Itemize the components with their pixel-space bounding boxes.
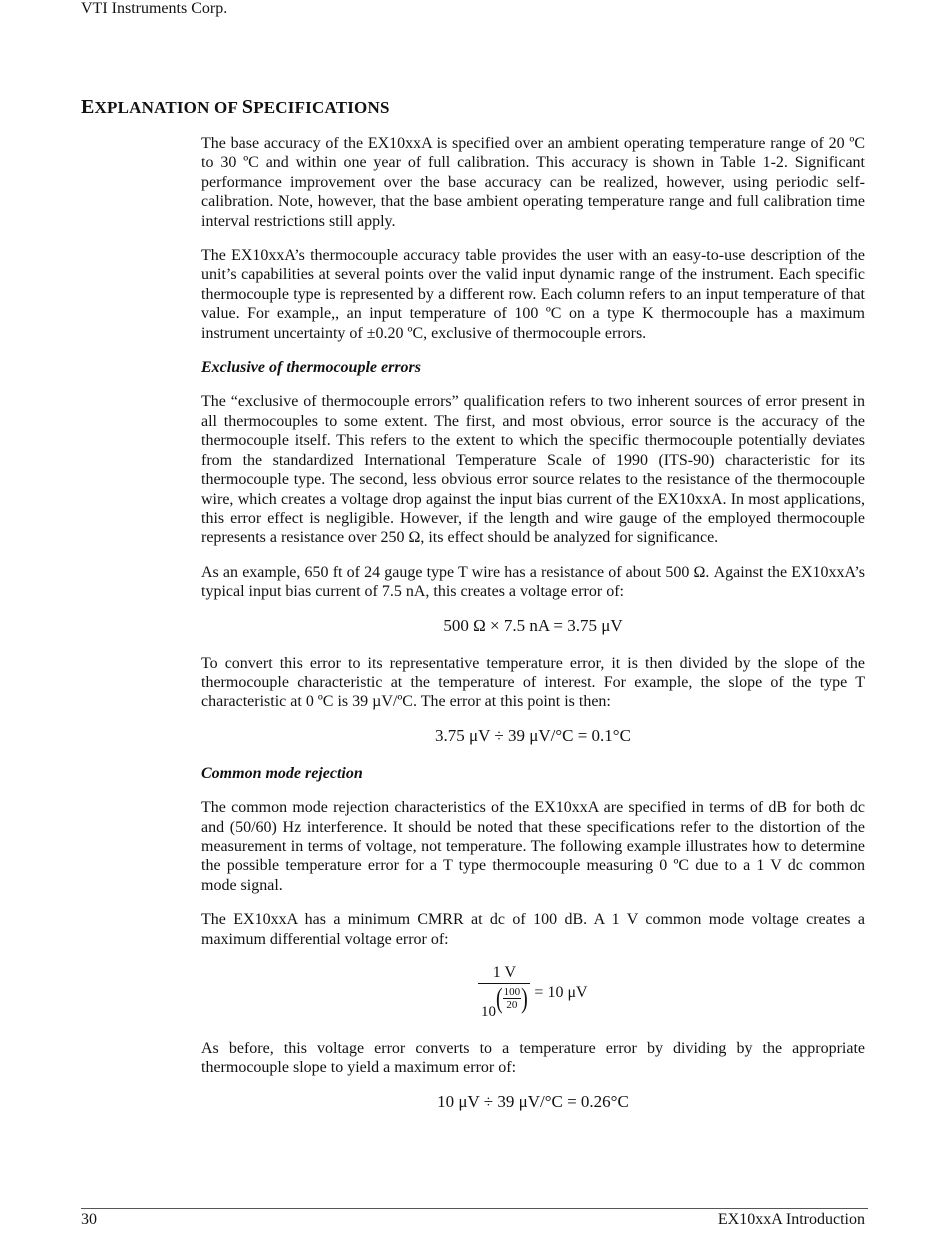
equation-result: = 10 μV [534, 983, 588, 1001]
heading-exclusive-errors: Exclusive of thermocouple errors [201, 359, 421, 377]
exponent-fraction [503, 986, 522, 1011]
paren-right: ) [521, 983, 528, 1014]
equation-temperature-error: 3.75 μV ÷ 39 μV/°C = 0.1°C [435, 725, 631, 745]
section-title [81, 96, 390, 119]
exponent-denominator: 20 [506, 999, 518, 1011]
exponent-numerator: 100 [503, 986, 521, 998]
paragraph-exclusive-errors: The “exclusive of thermocouple errors” qualification refers to two inherent sources of error present in all thermocouples to some extent. The first, and most obvious, error source is the accuracy of the thermocouple itself. This refers to the extent to which the specific thermocouple potentially deviates from the standardized International Temperature Scale of 1990 (ITS-90) characteristic for its thermocouple type. The second, less obvious error source relates to the resistance of the thermocouple wire, which creates a voltage drop against the input bias current of the EX10xxA. In most applications, this error effect is negligible. However, if the length and wire gauge of the employed thermocouple represents a resistance over 250 Ω, its effect should be analyzed for significance. [201, 393, 865, 547]
footer-divider [81, 1208, 868, 1209]
paragraph-base-accuracy: The base accuracy of the EX10xxA is specified over an ambient operating temperature range of 20 ºC to 30 ºC and within one year of full calibration. This accuracy is shown in Table 1-2. Significant performance improvement over the base accuracy can be realized, however, using periodic self-calibration. Note, however, that the base ambient operating temperature range and full calibration time interval restrictions still apply. [201, 135, 865, 230]
company-header: VTI Instruments Corp. [81, 0, 228, 17]
body-content [201, 134, 865, 1130]
heading-common-mode: Common mode rejection [201, 764, 363, 782]
power-exponent [496, 983, 528, 1014]
equation-voltage-error: 500 Ω × 7.5 nA = 3.75 μV [443, 615, 623, 635]
fraction-numerator: 1 V [478, 964, 530, 984]
equation-cmrr [201, 964, 865, 1021]
paragraph-before: As before, this voltage error converts to a temperature error by dividing by the appropriate thermocouple slope to yield a maximum error of: [201, 1040, 865, 1077]
title-cap-2: S [241, 96, 254, 118]
power-base: 10 [481, 1004, 496, 1020]
document-name: EX10xxA Introduction [717, 1211, 865, 1228]
title-rest-2: PECIFICATIONS [253, 98, 390, 117]
paragraph-cmrr: The EX10xxA has a minimum CMRR at dc of 100 dB. A 1 V common mode voltage creates a maximum differential voltage error of: [201, 911, 865, 948]
title-cap-1: E [81, 96, 95, 118]
page-number: 30 [81, 1211, 97, 1228]
paragraph-wire-example: As an example, 650 ft of 24 gauge type T wire has a resistance of about 500 Ω. Against the EX10xxA’s typical input bias current of 7.5 nA, this creates a voltage error of: [201, 563, 865, 601]
paren-left: ( [496, 983, 503, 1014]
paragraph-common-mode: The common mode rejection characteristics of the EX10xxA are specified in terms of dB for both dc and (50/60) Hz interference. It should be noted that these specifications refer to the distortion of the measurement in terms of voltage, not temperature. The following example illustrates how to determine the possible temperature error for a T type thermocouple measuring 0 ºC due to a 1 V dc common mode signal. [201, 799, 865, 894]
fraction-denominator [481, 984, 528, 1021]
equation-max-error: 10 μV ÷ 39 μV/°C = 0.26°C [437, 1091, 629, 1111]
paragraph-accuracy-table: The EX10xxA’s thermocouple accuracy table provides the user with an easy-to-use description of the unit’s capabilities at several points over the valid input dynamic range of the instrument. Each specific thermocouple type is represented by a different row. Each column refers to an input temperature of that value. For example,, an input temperature of 100 ºC on a type K thermocouple has a maximum instrument uncertainty of ±0.20 ºC, exclusive of thermocouple errors. [201, 247, 865, 342]
title-rest-1: XPLANATION OF [94, 98, 242, 117]
paragraph-convert-error: To convert this error to its representative temperature error, it is then divided by the slope of the thermocouple characteristic at the temperature of interest. For example, the slope of the type T characteristic at 0 ºC is 39 µV/ºC. The error at this point is then: [201, 654, 865, 711]
fraction [478, 964, 530, 1021]
